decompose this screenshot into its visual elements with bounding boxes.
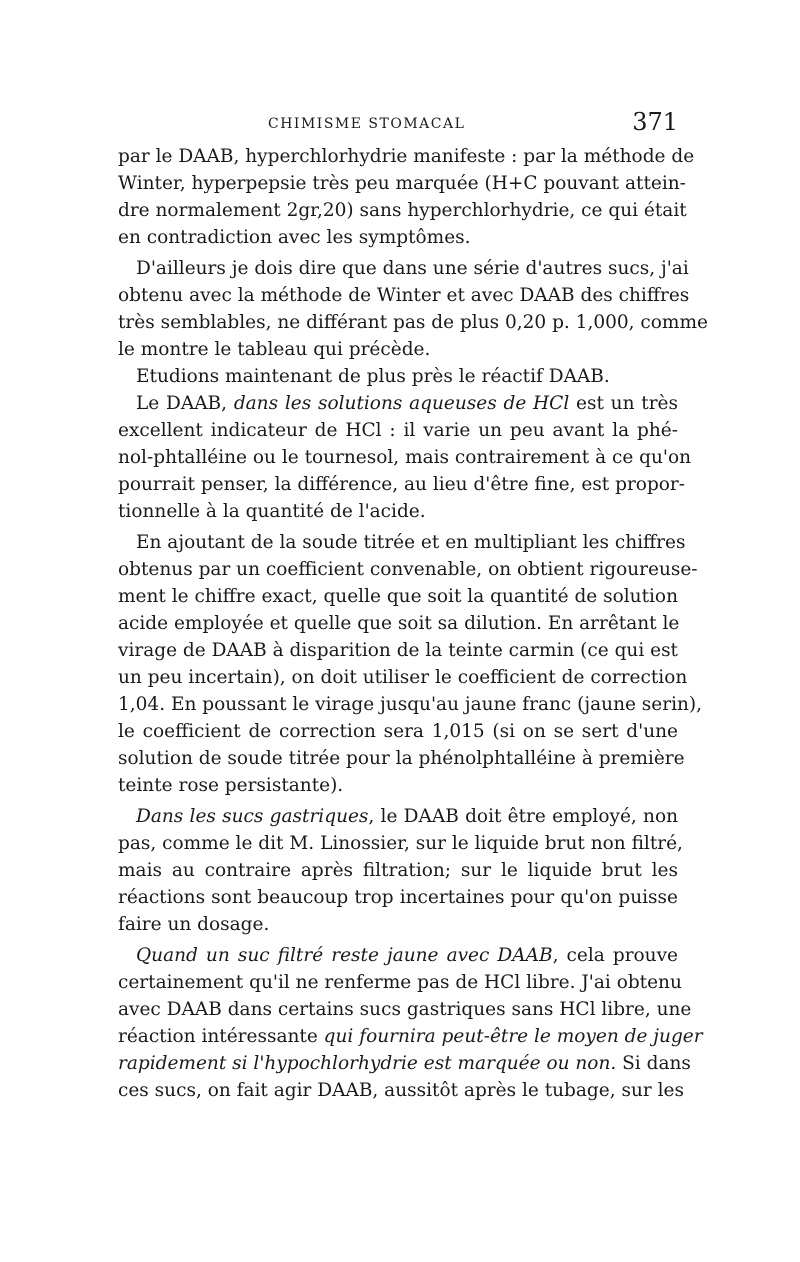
text-line: En ajoutant de la soude titrée et en multipliant les chiffres [136, 532, 686, 553]
text-line: obtenu avec la méthode de Winter et avec DAAB des chiffres [118, 285, 690, 306]
italic-run: Quand un suc filtré reste jaune avec DAAB [136, 945, 553, 966]
text-line: certainement qu'il ne renferme pas de HCl libre. J'ai obtenu [118, 972, 682, 993]
text-line: pas, comme le dit M. Linossier, sur le liquide brut non filtré, [118, 833, 683, 854]
text-line: très semblables, ne différant pas de plus 0,20 p. 1,000, comme [118, 312, 708, 333]
text-line: faire un dosage. [118, 914, 270, 935]
italic-run: dans les solutions aqueuses de HCl [233, 393, 570, 414]
text-run: , cela prouve [552, 945, 678, 966]
text-line [118, 942, 678, 969]
paragraph-3 [118, 363, 678, 390]
text-line: teinte rose persistante). [118, 775, 344, 796]
text-line: pourrait penser, la différence, au lieu d'être fine, est propor- [118, 474, 686, 495]
text-line: virage de DAAB à disparition de la teinte carmin (ce qui est [118, 640, 678, 661]
italic-run: qui fournira peut-être le moyen de juger [323, 1026, 703, 1047]
italic-run: Dans les sucs gastriques [136, 806, 369, 827]
text-run: est un très [569, 393, 678, 414]
text-line: tionnelle à la quantité de l'acide. [118, 501, 426, 522]
paragraph-5 [118, 529, 703, 799]
text-line: par le DAAB, hyperchlorhydrie manifeste : par la méthode de [118, 146, 695, 167]
text-run: Si dans [616, 1053, 691, 1074]
text-line: en contradiction avec les symptômes. [118, 227, 471, 248]
paragraph-4 [118, 390, 692, 525]
text-line: Winter, hyperpepsie très peu marquée (H+C pouvant attein- [118, 173, 686, 194]
paragraph-2 [118, 255, 708, 363]
text-line [118, 803, 678, 830]
text-line [118, 1023, 703, 1050]
text-run: Le DAAB, [136, 393, 234, 414]
text-line: mais au contraire après filtration; sur le liquide brut les [118, 860, 678, 881]
text-line: 1,04. En poussant le virage jusqu'au jaune franc (jaune serin), [118, 694, 703, 715]
text-line: nol-phtalléine ou le tournesol, mais contrairement à ce qu'on [118, 447, 692, 468]
paragraph-6 [118, 803, 683, 938]
text-line: un peu incertain), on doit utiliser le coefficient de correction [118, 667, 688, 688]
running-head-title: CHIMISME STOMACAL [268, 116, 466, 132]
text-line: excellent indicateur de HCl : il varie un peu avant la phé- [118, 420, 678, 441]
text-line: réactions sont beaucoup trop incertaines pour qu'on puisse [118, 887, 678, 908]
text-line: le coefficient de correction sera 1,015 (si on se sert d'une [118, 721, 678, 742]
text-line: avec DAAB dans certains sucs gastriques sans HCl libre, une [118, 999, 692, 1020]
text-line: Etudions maintenant de plus près le réactif DAAB. [136, 366, 610, 387]
text-line [118, 1050, 691, 1077]
page-number: 371 [632, 108, 678, 136]
italic-run: rapidement si l'hypochlorhydrie est marquée ou non. [118, 1053, 617, 1074]
text-line: le montre le tableau qui précède. [118, 339, 431, 360]
text-run: réaction intéressante [118, 1026, 324, 1047]
paragraph-1 [118, 143, 695, 251]
body-text [118, 143, 708, 1104]
paragraph-7 [118, 942, 703, 1104]
text-line: ces sucs, on fait agir DAAB, aussitôt après le tubage, sur les [118, 1080, 684, 1101]
text-line: ment le chiffre exact, quelle que soit la quantité de solution [118, 586, 678, 607]
text-line: dre normalement 2gr,20) sans hyperchlorhydrie, ce qui était [118, 200, 687, 221]
text-line: D'ailleurs je dois dire que dans une série d'autres sucs, j'ai [136, 258, 689, 279]
text-line: acide employée et quelle que soit sa dilution. En arrêtant le [118, 613, 680, 634]
text-line: obtenus par un coefficient convenable, on obtient rigoureuse- [118, 559, 698, 580]
text-run: , le DAAB doit être employé, non [368, 806, 678, 827]
text-line [118, 390, 678, 417]
running-head [118, 108, 678, 142]
text-line: solution de soude titrée pour la phénolphtalléine à première [118, 748, 685, 769]
